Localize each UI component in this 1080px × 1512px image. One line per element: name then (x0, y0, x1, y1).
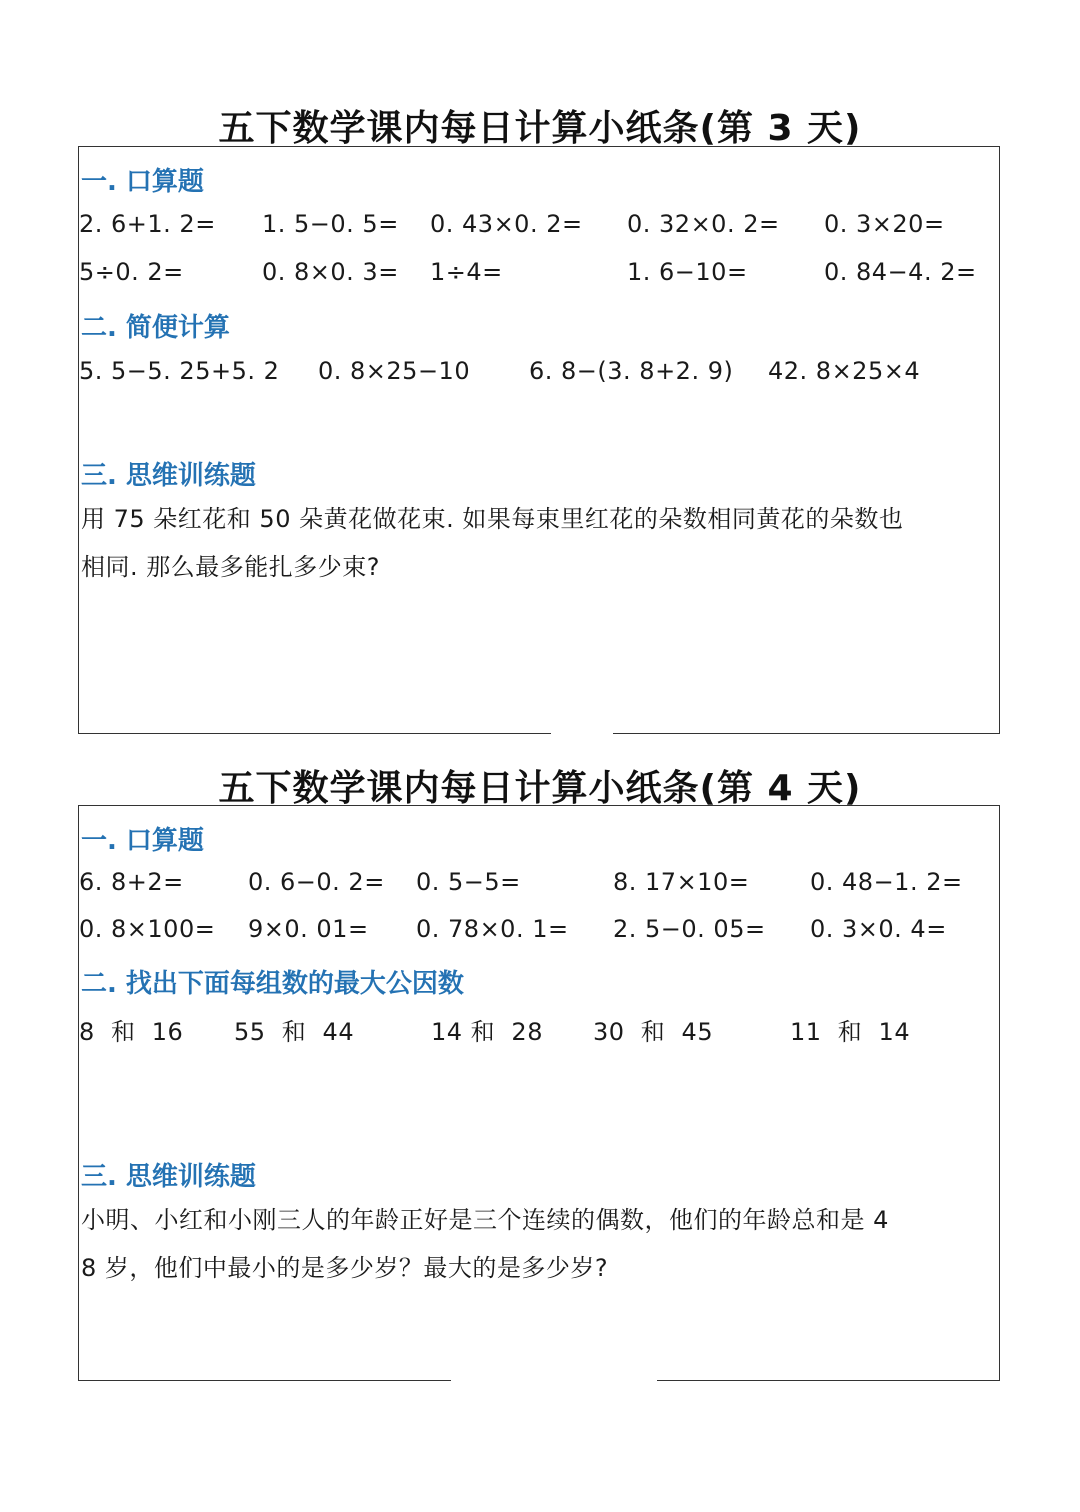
oral-item: 8. 17×10= (613, 868, 750, 896)
oral-item: 1. 5−0. 5= (262, 210, 399, 238)
simple-calc-item: 0. 8×25−10 (318, 357, 471, 385)
sheet1-section-oral-heading: 一. 口算题 (81, 167, 204, 197)
oral-item: 0. 43×0. 2= (430, 210, 583, 238)
sheet2-oral-row-2 (79, 915, 999, 949)
sheet2-gcf-row (79, 1012, 999, 1046)
oral-item: 9×0. 01= (248, 915, 369, 943)
oral-item: 1. 6−10= (627, 258, 748, 286)
oral-item: 0. 6−0. 2= (248, 868, 385, 896)
oral-item: 0. 32×0. 2= (627, 210, 780, 238)
gcf-item: 11 和 14 (790, 1018, 911, 1046)
sheet2-section-gcf-heading: 二. 找出下面每组数的最大公因数 (81, 969, 464, 999)
gcf-item: 8 和 16 (79, 1018, 184, 1046)
simple-calc-item: 6. 8−(3. 8+2. 9) (529, 357, 734, 385)
oral-item: 0. 3×20= (824, 210, 945, 238)
border-gap (551, 730, 613, 736)
sheet1-box (78, 146, 1000, 734)
sheet1-oral-row-2 (79, 258, 999, 292)
sheet1-oral-row-1 (79, 210, 999, 244)
border-gap (451, 1377, 657, 1383)
oral-item: 2. 5−0. 05= (613, 915, 766, 943)
oral-item: 0. 8×0. 3= (262, 258, 399, 286)
oral-item: 0. 8×100= (79, 915, 216, 943)
sheet2-box (78, 805, 1000, 1381)
oral-item: 0. 78×0. 1= (416, 915, 569, 943)
sheet1-simple-row (79, 357, 999, 391)
oral-item: 0. 84−4. 2= (824, 258, 977, 286)
sheet2-problem-text (81, 1196, 999, 1292)
sheet1-section-simple-heading: 二. 简便计算 (81, 313, 230, 343)
simple-calc-item: 42. 8×25×4 (768, 357, 921, 385)
oral-item: 2. 6+1. 2= (79, 210, 216, 238)
problem-line: 8 岁，他们中最小的是多少岁？最大的是多少岁? (81, 1254, 609, 1282)
oral-item: 0. 5−5= (416, 868, 521, 896)
problem-line: 小明、小红和小刚三人的年龄正好是三个连续的偶数，他们的年龄总和是 4 (81, 1206, 889, 1234)
simple-calc-item: 5. 5−5. 25+5. 2 (79, 357, 280, 385)
oral-item: 6. 8+2= (79, 868, 184, 896)
problem-line: 用 75 朵红花和 50 朵黄花做花束. 如果每束里红花的朵数相同黄花的朵数也 (81, 505, 904, 533)
gcf-item: 30 和 45 (593, 1018, 714, 1046)
problem-line: 相同. 那么最多能扎多少束? (81, 553, 380, 581)
oral-item: 0. 48−1. 2= (810, 868, 963, 896)
oral-item: 1÷4= (430, 258, 503, 286)
sheet2-section-oral-heading: 一. 口算题 (81, 826, 204, 856)
gcf-item: 55 和 44 (234, 1018, 355, 1046)
oral-item: 0. 3×0. 4= (810, 915, 947, 943)
sheet1-section-thinking-heading: 三. 思维训练题 (81, 461, 256, 491)
gcf-item: 14 和 28 (431, 1018, 543, 1046)
sheet2-title: 五下数学课内每日计算小纸条(第 4 天) (218, 768, 862, 809)
oral-item: 5÷0. 2= (79, 258, 184, 286)
sheet2-section-thinking-heading: 三. 思维训练题 (81, 1162, 256, 1192)
sheet1-problem-text (81, 495, 999, 591)
sheet1-title: 五下数学课内每日计算小纸条(第 3 天) (218, 108, 862, 149)
sheet2-oral-row-1 (79, 868, 999, 902)
